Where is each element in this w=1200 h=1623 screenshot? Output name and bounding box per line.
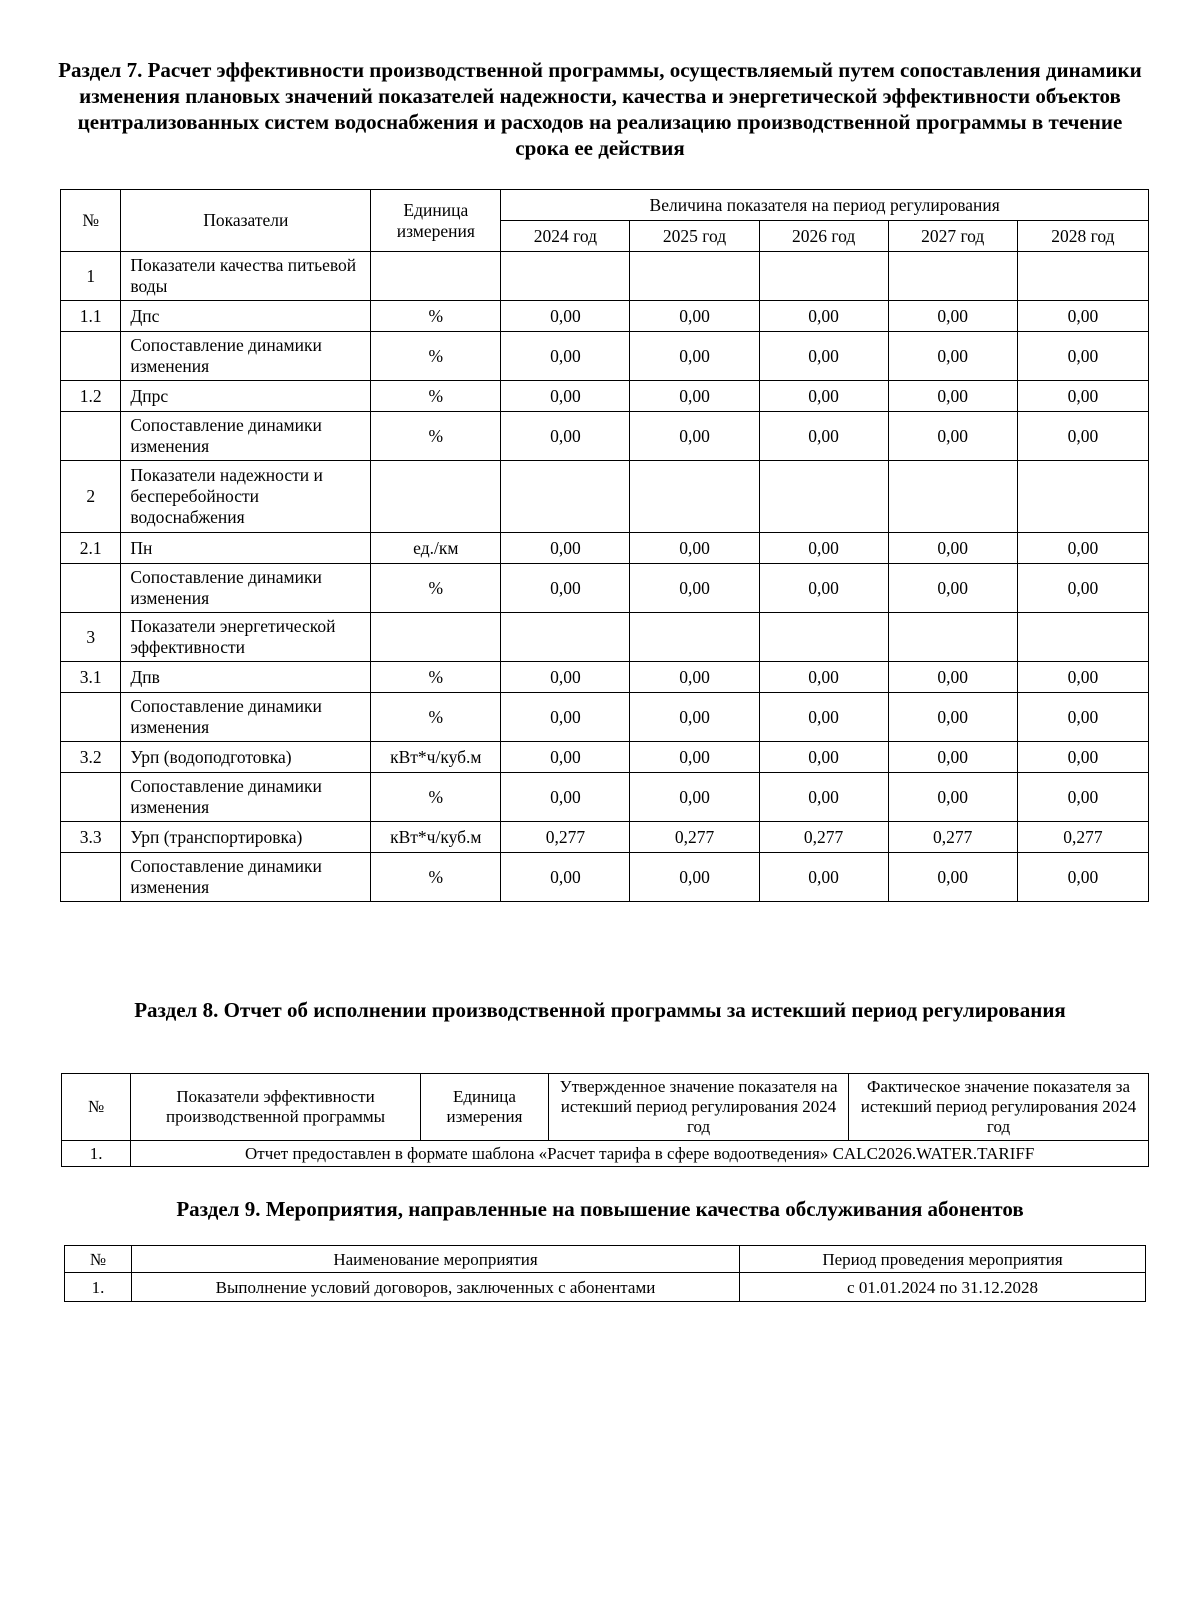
row-name: Пн <box>121 533 371 564</box>
row-value: 0,00 <box>759 332 888 381</box>
row-value: 0,00 <box>1017 381 1148 412</box>
row-value: 0,00 <box>1017 412 1148 461</box>
row-num: 3.2 <box>61 742 121 773</box>
row-value: 0,00 <box>759 533 888 564</box>
header-indicators: Показатели эффективности производственной программы <box>131 1074 421 1141</box>
row-value: 0,277 <box>501 822 630 853</box>
row-num: 1 <box>61 252 121 301</box>
row-value: 0,277 <box>759 822 888 853</box>
table-group-row <box>61 252 1149 301</box>
row-value: 0,00 <box>630 533 759 564</box>
measures-table <box>64 1245 1146 1302</box>
row-value: 0,00 <box>1017 742 1148 773</box>
row-value: 0,00 <box>501 533 630 564</box>
header-approved: Утвержденное значение показателя на истекший период регулирования 2024 год <box>549 1074 849 1141</box>
row-value <box>759 613 888 662</box>
row-value: 0,00 <box>759 662 888 693</box>
row-value: 0,00 <box>501 412 630 461</box>
row-name: Сопоставление динамики изменения <box>121 412 371 461</box>
table-row <box>61 853 1149 902</box>
row-value: 0,277 <box>1017 822 1148 853</box>
row-value <box>888 613 1017 662</box>
row-value: 0,00 <box>630 853 759 902</box>
row-num: 1. <box>65 1273 132 1302</box>
row-name: Показатели надежности и бесперебойности водоснабжения <box>121 461 371 533</box>
row-value <box>630 461 759 533</box>
row-num: 1.1 <box>61 301 121 332</box>
header-year: 2025 год <box>630 221 759 252</box>
table-row <box>61 332 1149 381</box>
row-value: 0,00 <box>888 533 1017 564</box>
header-num: № <box>65 1246 132 1273</box>
header-unit: Единица измерения <box>371 190 501 252</box>
header-actual: Фактическое значение показателя за истекший период регулирования 2024 год <box>849 1074 1149 1141</box>
row-value: 0,00 <box>501 564 630 613</box>
row-value <box>759 252 888 301</box>
row-value: 0,00 <box>501 693 630 742</box>
row-unit: кВт*ч/куб.м <box>371 742 501 773</box>
row-unit: % <box>371 412 501 461</box>
row-value: 0,00 <box>759 773 888 822</box>
row-num <box>61 693 121 742</box>
report-table <box>61 1073 1149 1167</box>
row-value: 0,00 <box>630 773 759 822</box>
row-value: 0,00 <box>759 381 888 412</box>
row-name: Показатели энергетической эффективности <box>121 613 371 662</box>
header-year: 2024 год <box>501 221 630 252</box>
table-row <box>61 693 1149 742</box>
row-value <box>759 461 888 533</box>
row-value <box>501 252 630 301</box>
row-value: 0,00 <box>1017 693 1148 742</box>
row-value: 0,00 <box>630 564 759 613</box>
table-row <box>62 1141 1149 1167</box>
row-value: 0,00 <box>501 332 630 381</box>
header-period: Период проведения мероприятия <box>740 1246 1146 1273</box>
row-value: 0,00 <box>759 693 888 742</box>
efficiency-table <box>60 189 1149 902</box>
row-value: 0,00 <box>501 853 630 902</box>
header-year: 2027 год <box>888 221 1017 252</box>
row-value: 0,00 <box>630 662 759 693</box>
row-unit <box>371 252 501 301</box>
row-unit: % <box>371 662 501 693</box>
header-indicators: Показатели <box>121 190 371 252</box>
row-num: 1.2 <box>61 381 121 412</box>
row-value: 0,00 <box>759 412 888 461</box>
row-value <box>501 613 630 662</box>
row-num <box>61 564 121 613</box>
header-period: Величина показателя на период регулирования <box>501 190 1149 221</box>
row-unit <box>371 461 501 533</box>
row-value: 0,277 <box>888 822 1017 853</box>
row-unit: % <box>371 332 501 381</box>
table-group-row <box>61 461 1149 533</box>
row-value: 0,00 <box>888 742 1017 773</box>
row-num: 3.1 <box>61 662 121 693</box>
row-name: Выполнение условий договоров, заключенных с абонентами <box>132 1273 740 1302</box>
row-value <box>888 461 1017 533</box>
row-period: с 01.01.2024 по 31.12.2028 <box>740 1273 1146 1302</box>
row-value: 0,00 <box>630 693 759 742</box>
row-unit: % <box>371 853 501 902</box>
row-value <box>630 252 759 301</box>
row-unit <box>371 613 501 662</box>
header-num: № <box>62 1074 131 1141</box>
row-value <box>1017 252 1148 301</box>
row-name: Показатели качества питьевой воды <box>121 252 371 301</box>
row-value: 0,00 <box>888 301 1017 332</box>
row-value: 0,00 <box>759 853 888 902</box>
row-value: 0,00 <box>501 742 630 773</box>
row-value: 0,00 <box>1017 332 1148 381</box>
table-row <box>61 301 1149 332</box>
row-unit: кВт*ч/куб.м <box>371 822 501 853</box>
row-unit: ед./км <box>371 533 501 564</box>
row-value <box>888 252 1017 301</box>
row-value: 0,00 <box>630 742 759 773</box>
row-value: 0,00 <box>630 301 759 332</box>
row-num <box>61 853 121 902</box>
row-unit: % <box>371 381 501 412</box>
row-value: 0,00 <box>1017 773 1148 822</box>
row-value: 0,00 <box>1017 301 1148 332</box>
row-value: 0,00 <box>888 332 1017 381</box>
row-name: Дпв <box>121 662 371 693</box>
row-value: 0,00 <box>888 773 1017 822</box>
row-value <box>501 461 630 533</box>
row-name: Сопоставление динамики изменения <box>121 332 371 381</box>
row-value: 0,00 <box>501 662 630 693</box>
table-row <box>61 662 1149 693</box>
row-value <box>1017 613 1148 662</box>
table-row <box>61 564 1149 613</box>
header-name: Наименование мероприятия <box>132 1246 740 1273</box>
row-num <box>61 412 121 461</box>
row-num <box>61 773 121 822</box>
row-num: 2.1 <box>61 533 121 564</box>
row-value: 0,00 <box>1017 533 1148 564</box>
section8-title: Раздел 8. Отчет об исполнении производственной программы за истекший период регулирования <box>134 998 1066 1022</box>
row-value: 0,00 <box>888 853 1017 902</box>
table-row <box>65 1273 1146 1302</box>
row-value: 0,00 <box>888 693 1017 742</box>
row-text: Отчет предоставлен в формате шаблона «Расчет тарифа в сфере водоотведения» CALC2026.WATER.TARIFF <box>131 1141 1149 1167</box>
row-value <box>630 613 759 662</box>
table-row <box>61 533 1149 564</box>
row-num: 2 <box>61 461 121 533</box>
header-year: 2026 год <box>759 221 888 252</box>
row-name: Сопоставление динамики изменения <box>121 853 371 902</box>
row-name: Сопоставление динамики изменения <box>121 773 371 822</box>
table-row <box>61 412 1149 461</box>
row-name: Урп (водоподготовка) <box>121 742 371 773</box>
section7-title: Раздел 7. Расчет эффективности производственной программы, осуществляемый путем сопоставления динамики изменения плановых значений показателей надежности, качества и энергетической эффективности объектов централизованных систем водоснабжения и расходов на реализацию производственной программы в течение срока ее действия <box>58 58 1142 160</box>
row-name: Дпс <box>121 301 371 332</box>
row-unit: % <box>371 693 501 742</box>
row-value: 0,00 <box>501 773 630 822</box>
table-row <box>61 773 1149 822</box>
row-value: 0,00 <box>630 381 759 412</box>
section9-title: Раздел 9. Мероприятия, направленные на повышение качества обслуживания абонентов <box>176 1197 1024 1221</box>
header-num: № <box>61 190 121 252</box>
row-num: 1. <box>62 1141 131 1167</box>
row-value: 0,00 <box>1017 662 1148 693</box>
row-name: Урп (транспортировка) <box>121 822 371 853</box>
row-value: 0,00 <box>888 412 1017 461</box>
row-name: Дпрс <box>121 381 371 412</box>
row-value: 0,277 <box>630 822 759 853</box>
row-name: Сопоставление динамики изменения <box>121 693 371 742</box>
row-value <box>1017 461 1148 533</box>
row-unit: % <box>371 301 501 332</box>
row-num: 3.3 <box>61 822 121 853</box>
row-value: 0,00 <box>1017 564 1148 613</box>
row-num <box>61 332 121 381</box>
row-value: 0,00 <box>630 412 759 461</box>
header-year: 2028 год <box>1017 221 1148 252</box>
row-value: 0,00 <box>630 332 759 381</box>
row-value: 0,00 <box>888 381 1017 412</box>
row-value: 0,00 <box>888 564 1017 613</box>
row-value: 0,00 <box>759 564 888 613</box>
row-value: 0,00 <box>1017 853 1148 902</box>
row-value: 0,00 <box>759 742 888 773</box>
row-num: 3 <box>61 613 121 662</box>
row-value: 0,00 <box>759 301 888 332</box>
row-name: Сопоставление динамики изменения <box>121 564 371 613</box>
table-group-row <box>61 613 1149 662</box>
row-value: 0,00 <box>501 301 630 332</box>
table-row <box>61 742 1149 773</box>
table-row <box>61 822 1149 853</box>
row-unit: % <box>371 564 501 613</box>
table-row <box>61 381 1149 412</box>
row-unit: % <box>371 773 501 822</box>
row-value: 0,00 <box>888 662 1017 693</box>
header-unit: Единица измерения <box>420 1074 548 1141</box>
row-value: 0,00 <box>501 381 630 412</box>
